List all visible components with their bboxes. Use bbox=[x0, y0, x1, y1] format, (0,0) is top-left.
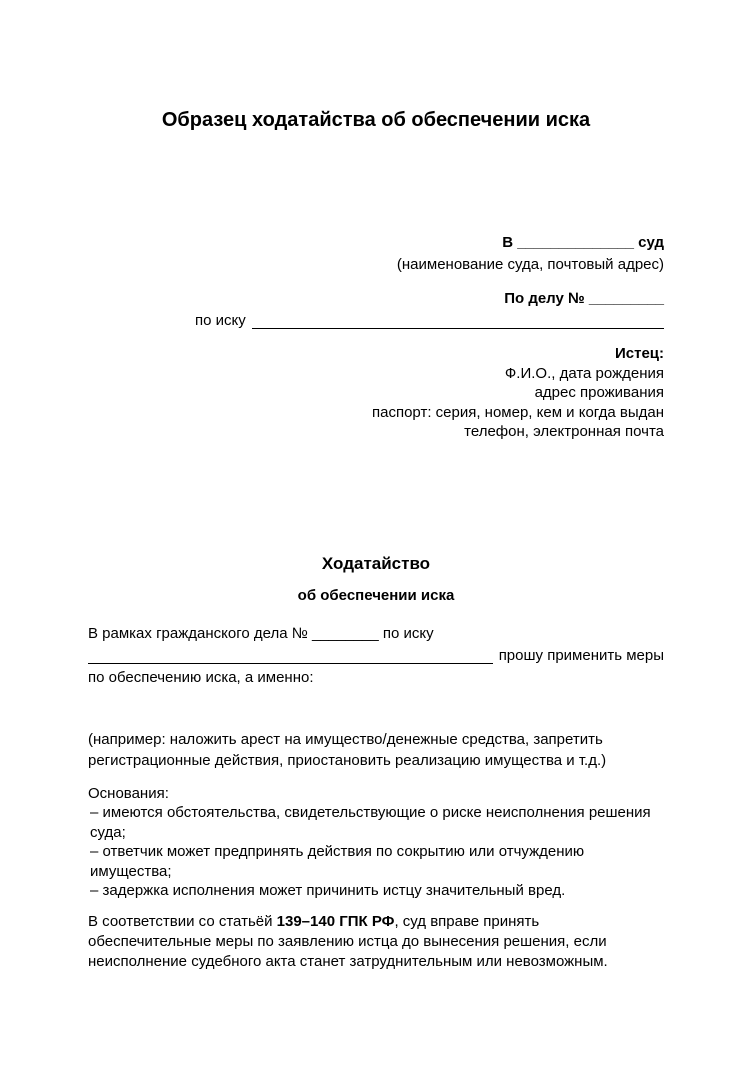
intro-line-1: В рамках гражданского дела № ________ по иску bbox=[88, 624, 434, 642]
claim-blank-line bbox=[252, 327, 664, 329]
case-number-line: По делу № _________ bbox=[504, 290, 664, 307]
court-name-blank-line: В ______________ суд bbox=[502, 234, 664, 251]
document-title: Образец ходатайства об обеспечении иска bbox=[161, 109, 591, 131]
legal-basis-article-reference: 139–140 ГПК РФ bbox=[276, 912, 395, 930]
plaintiff-name-line: Ф.И.О., дата рождения bbox=[504, 364, 664, 382]
legal-basis-paragraph bbox=[88, 912, 664, 972]
court-hint: (наименование суда, почтовый адрес) bbox=[396, 256, 664, 273]
claimant-blank-line bbox=[88, 662, 493, 664]
legal-basis-text-after: , суд вправе принять обеспечительные меры по заявлению истца до вынесения решения, если неисполнение судебного акта станет затруднительным или невозможным. bbox=[88, 912, 608, 970]
grounds-item: – задержка исполнения может причинить истцу значительный вред. bbox=[90, 882, 566, 899]
plaintiff-label: Истец: bbox=[614, 345, 664, 362]
intro-line-2-text: прошу применить меры bbox=[498, 646, 664, 664]
grounds-item: – имеются обстоятельства, свидетельствующие о риске неисполнения решения суда; bbox=[90, 804, 651, 841]
legal-basis-text-before: В соответствии со статьёй bbox=[88, 912, 277, 930]
plaintiff-block bbox=[88, 344, 664, 442]
grounds-label: Основания: bbox=[88, 784, 169, 802]
grounds-block bbox=[88, 784, 664, 901]
plaintiff-passport-line: паспорт: серия, номер, кем и когда выдан bbox=[372, 403, 664, 421]
plaintiff-contacts-line: телефон, электронная почта bbox=[464, 423, 664, 440]
intro-line-3: по обеспечению иска, а именно: bbox=[88, 668, 314, 686]
intro-line-2 bbox=[88, 645, 664, 667]
claim-line bbox=[195, 310, 664, 332]
plaintiff-address-line: адрес проживания bbox=[534, 384, 664, 401]
grounds-item: – ответчик может предпринять действия по сокрытию или отчуждению имущества; bbox=[90, 843, 585, 880]
claim-label: по иску bbox=[195, 312, 246, 329]
motion-heading: Ходатайство bbox=[321, 553, 431, 573]
motion-subheading: об обеспечении иска bbox=[297, 586, 455, 604]
motion-intro-paragraph bbox=[88, 623, 664, 689]
court-block bbox=[88, 232, 664, 276]
example-note: (например: наложить арест на имущество/денежные средства, запретить регистрационные действия, приостановить реализацию имущества и т.д.) bbox=[88, 730, 607, 769]
